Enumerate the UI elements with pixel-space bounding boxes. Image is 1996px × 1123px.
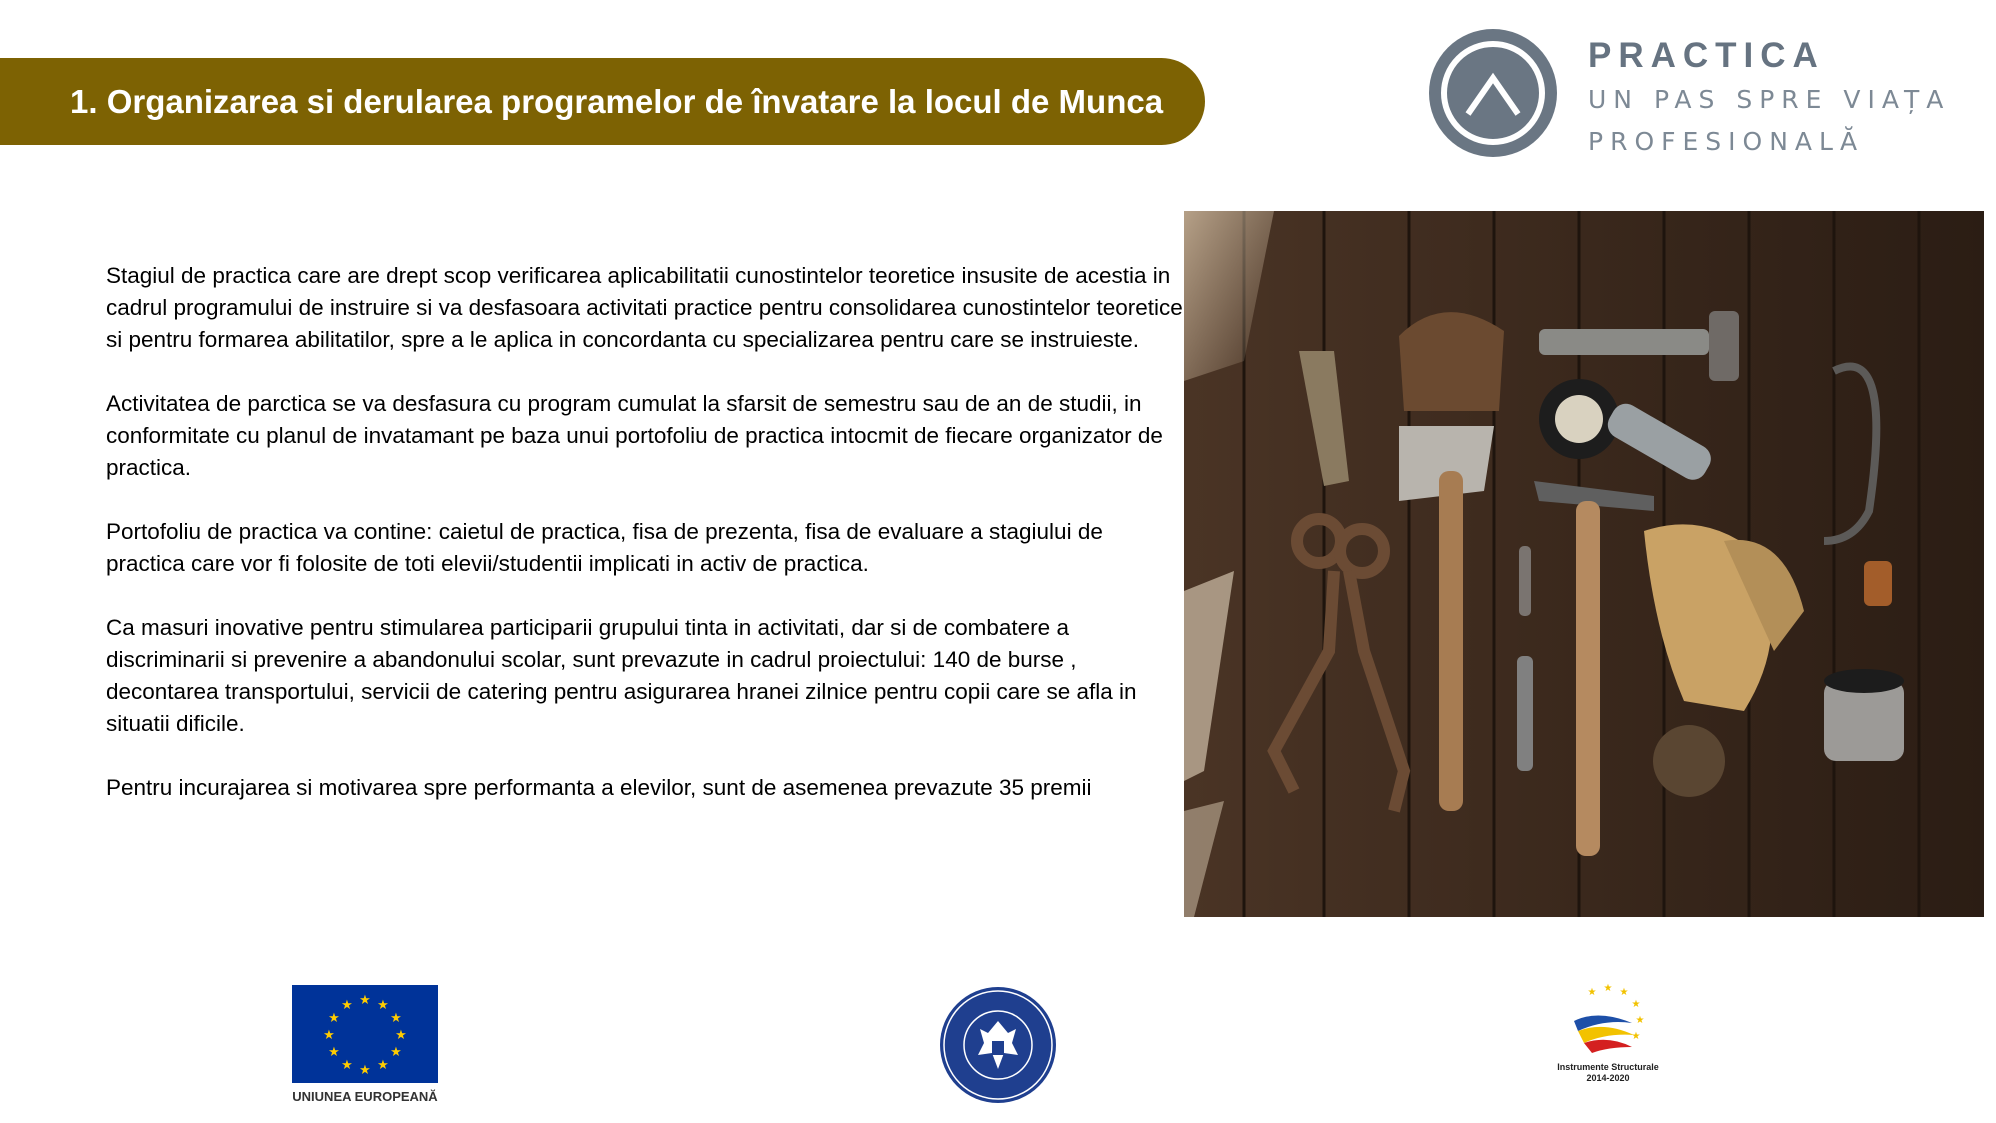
government-seal-icon xyxy=(938,985,1058,1105)
svg-text:★: ★ xyxy=(377,1058,389,1073)
svg-text:★: ★ xyxy=(1635,1015,1645,1026)
svg-text:★: ★ xyxy=(1631,1031,1641,1042)
is-caption-line2: 2014-2020 xyxy=(1586,1073,1630,1083)
svg-text:★: ★ xyxy=(377,998,389,1013)
body-text xyxy=(106,260,1186,836)
svg-text:★: ★ xyxy=(341,998,353,1013)
brand-tagline-line1: UN PAS SPRE VIAȚA xyxy=(1588,85,1951,114)
svg-text:★: ★ xyxy=(1587,987,1597,998)
svg-text:★: ★ xyxy=(328,1045,340,1060)
page-title: 1. Organizarea si derularea programelor de învatare la locul de Munca xyxy=(70,82,1164,120)
eu-caption: UNIUNEA EUROPEANĂ xyxy=(292,1089,438,1104)
svg-text:★: ★ xyxy=(328,1011,340,1026)
paragraph: Stagiul de practica care are drept scop verificarea aplicabilitatii cunostintelor teoretice insusite de acestia in cadrul programului de instruire si va desfasoara activitati practice pentru consolidarea cunostintelor teoretice si pentru formarea abilitatilor, spre a le aplica in concordanta cu specializarea pentru care se instruieste. xyxy=(106,263,1183,352)
eu-flag-icon xyxy=(292,985,438,1083)
brand-tagline-line2: PROFESIONALĂ xyxy=(1588,127,1865,156)
svg-text:★: ★ xyxy=(1603,983,1613,994)
svg-text:★: ★ xyxy=(390,1011,402,1026)
svg-text:★: ★ xyxy=(1631,999,1641,1010)
instrumente-structurale-logo-icon xyxy=(1548,977,1668,1061)
tools-photo xyxy=(1184,211,1984,917)
title-bar xyxy=(0,58,1205,145)
is-caption-line1: Instrumente Structurale xyxy=(1557,1062,1659,1072)
instrumente-structurale-caption xyxy=(1538,1062,1678,1084)
svg-text:★: ★ xyxy=(359,1063,371,1078)
svg-text:★: ★ xyxy=(1619,987,1629,998)
svg-text:★: ★ xyxy=(323,1028,335,1043)
svg-text:★: ★ xyxy=(359,993,371,1008)
brand-name: PRACTICA xyxy=(1588,36,1825,75)
paragraph: Portofoliu de practica va contine: caietul de practica, fisa de prezenta, fisa de evaluare a stagiului de practica care vor fi folosite de toti elevii/studentii implicati in activ de practica. xyxy=(106,519,1103,576)
svg-text:★: ★ xyxy=(341,1058,353,1073)
svg-text:★: ★ xyxy=(395,1028,407,1043)
paragraph: Ca masuri inovative pentru stimularea participarii grupului tinta in activitati, dar si de combatere a discriminarii si prevenire a abandonului scolar, sunt prevazute in cadrul proiectului: 140 de burse , decontarea transportului, servicii de catering pentru asigurarea hranei zilnice pentru copii care se afla in situatii dificile. xyxy=(106,615,1137,736)
paragraph: Activitatea de parctica se va desfasura cu program cumulat la sfarsit de semestru sau de an de studii, in conformitate cu planul de invatamant pe baza unui portofoliu de practica intocmit de fiecare organizator de practica. xyxy=(106,391,1163,480)
svg-text:★: ★ xyxy=(390,1045,402,1060)
practica-logo-icon xyxy=(1428,28,1558,158)
paragraph: Pentru incurajarea si motivarea spre performanta a elevilor, sunt de asemenea prevazute 35 premii xyxy=(106,775,1092,800)
